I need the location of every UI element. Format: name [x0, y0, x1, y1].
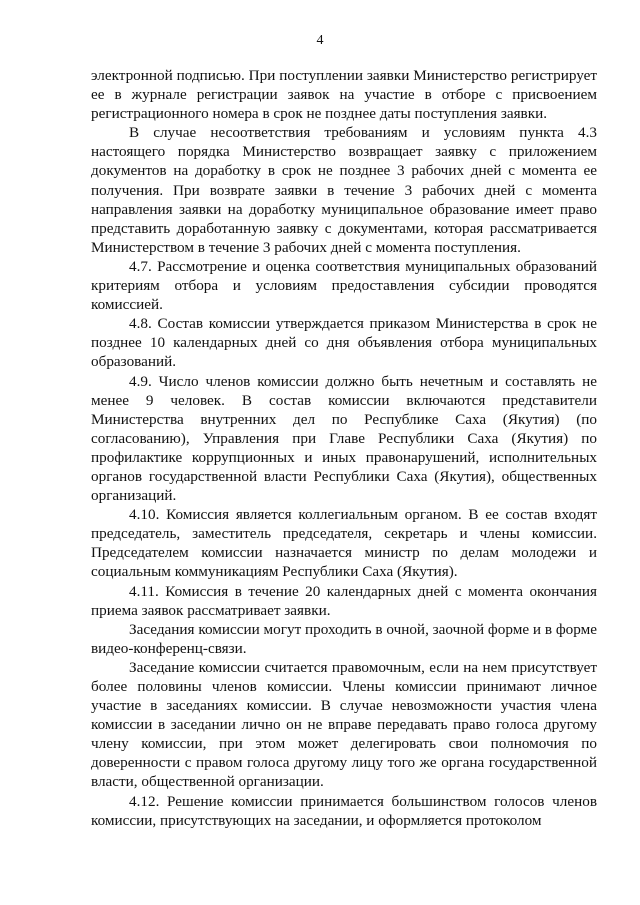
paragraph-quorum: Заседание комиссии считается правомочным, если на нем присутствует более половины членов комиссии. Члены комиссии принимают личное участие в заседаниях комиссии. В случае невозможности участия члена комиссии в заседании лично он не вправе передавать право голоса другому члену комиссии, при этом может делегировать свои полномочия по доверенности с правом голоса другому лицу того же органа государственной власти, общественной организации.: [91, 658, 597, 791]
paragraph-return-application: В случае несоответствия требованиям и условиям пункта 4.3 настоящего порядка Министерство возвращает заявку с приложением документов на доработку в срок не позднее 3 рабочих дней с момента ее получения. При возврате заявки в течение 3 рабочих дней с момента направления заявки на доработку муниципальное образование имеет право представить доработанную заявку с документами, которая рассматривается Министерством в течение 3 рабочих дней с момента поступления.: [91, 124, 597, 256]
paragraph-4-12: 4.12. Решение комиссии принимается большинством голосов членов комиссии, присутствующих на заседании, и оформляется протоколом: [91, 792, 597, 829]
page-number: 4: [316, 33, 324, 48]
body-text: [91, 66, 597, 830]
paragraph-4-8: 4.8. Состав комиссии утверждается приказом Министерства в срок не позднее 10 календарных дней со дня объявления отбора муниципальных образований.: [91, 315, 597, 371]
paragraph-4-10: 4.10. Комиссия является коллегиальным органом. В ее состав входят председатель, заместитель председателя, секретарь и члены комиссии. Председателем комиссии назначается министр по делам молодежи и социальным коммуникациям Республики Саха (Якутия).: [91, 506, 597, 581]
paragraph-meeting-forms: Заседания комиссии могут проходить в очной, заочной форме и в форме видео-конференц-связи.: [91, 620, 597, 657]
paragraph-4-7: 4.7. Рассмотрение и оценка соответствия муниципальных образований критериям отбора и условиям предоставления субсидии проводятся комиссией.: [91, 257, 597, 314]
paragraph-continuation: электронной подписью. При поступлении заявки Министерство регистрирует ее в журнале регистрации заявок на участие в отборе с присвоением регистрационного номера в срок не позднее даты поступления заявки.: [91, 67, 597, 123]
paragraph-4-9: 4.9. Число членов комиссии должно быть нечетным и составлять не менее 9 человек. В состав комиссии включаются представители Министерства внутренних дел по Республике Саха (Якутия) (по согласованию), Управления при Главе Республики Саха (Якутия) по профилактике коррупционных и иных правонарушений, исполнительных органов государственной власти Республики Саха (Якутия), общественных организаций.: [91, 372, 597, 505]
paragraph-4-11: 4.11. Комиссия в течение 20 календарных дней с момента окончания приема заявок рассматривает заявки.: [91, 582, 597, 619]
